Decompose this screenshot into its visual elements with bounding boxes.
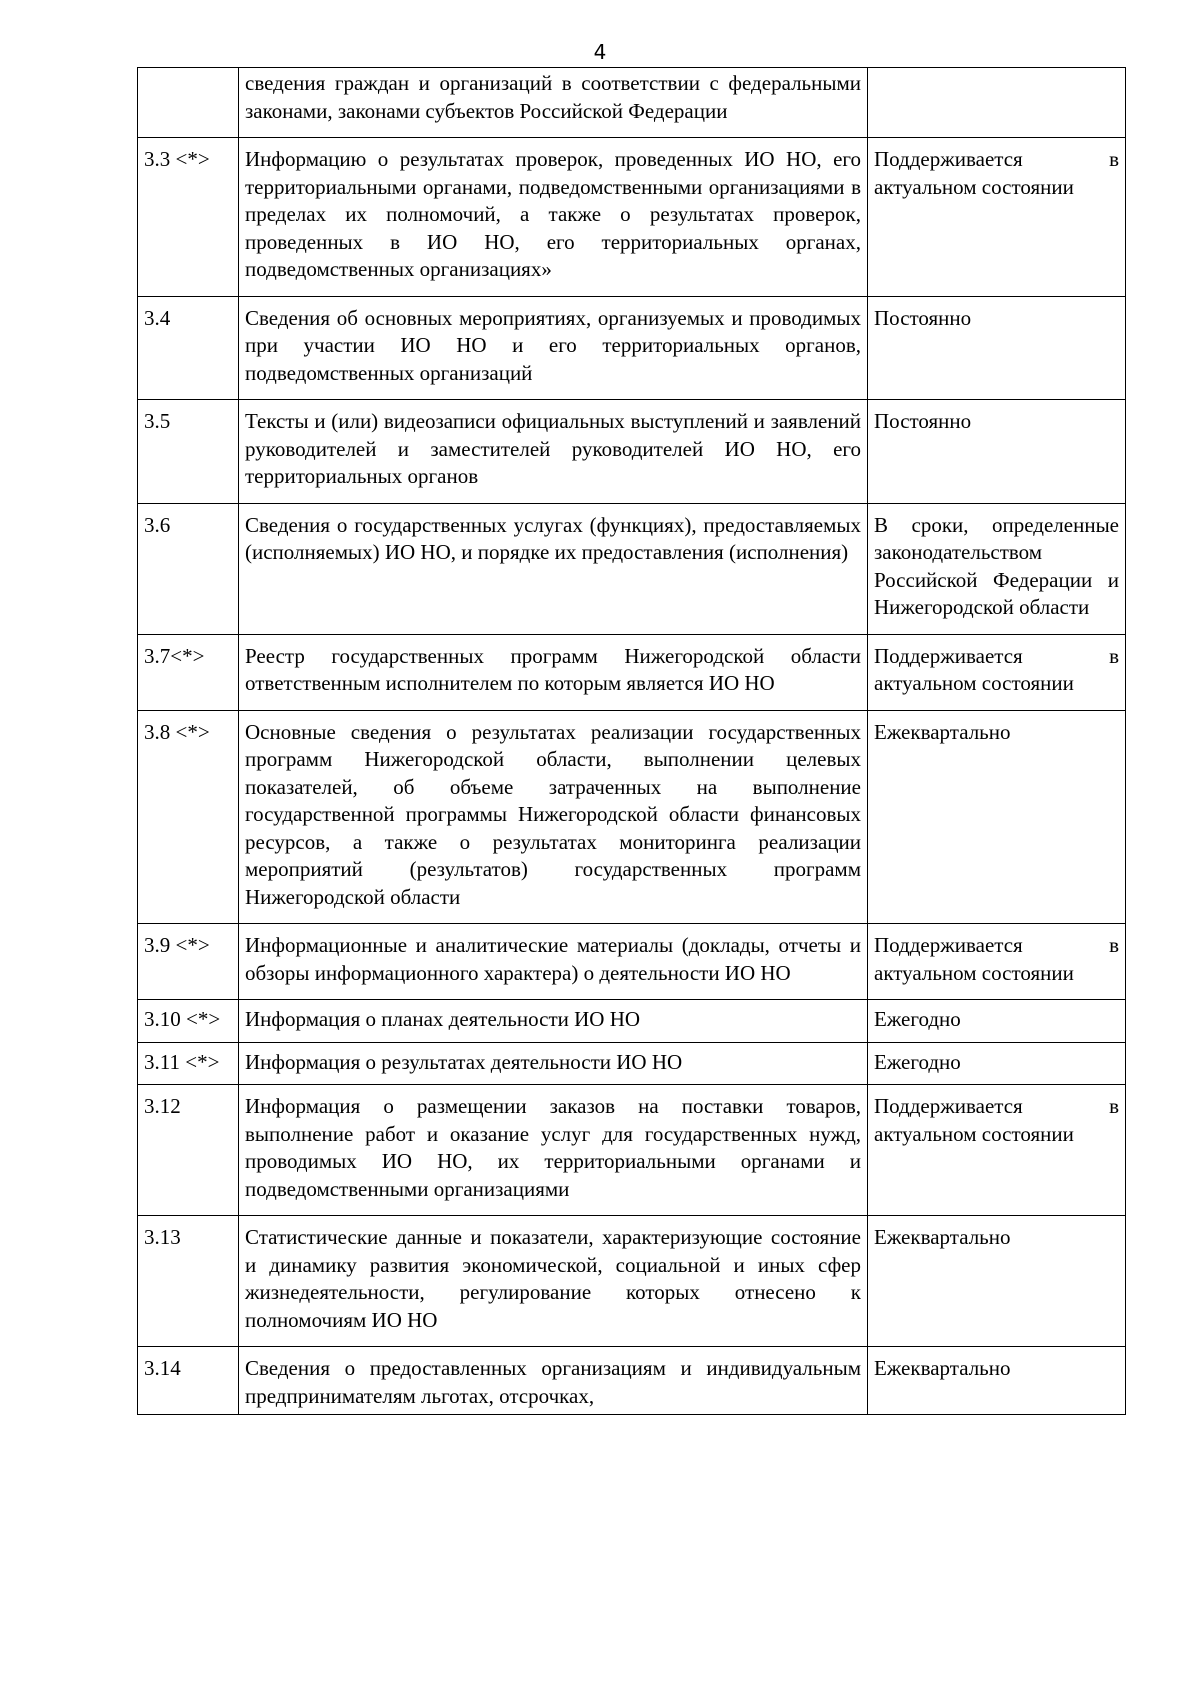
row-description: Сведения об основных мероприятиях, организуемых и проводимых при участии ИО НО и его территориальных органов, подведомственных организаций [239,296,868,400]
row-term: Ежегодно [868,1000,1126,1043]
table-row [138,1000,1126,1043]
table-row [138,296,1126,400]
table-row [138,1085,1126,1216]
row-number: 3.7<*> [138,634,239,710]
row-description: Статистические данные и показатели, характеризующие состояние и динамику развития экономической, социальной и иных сфер жизнедеятельности, регулирование которых отнесено к полномочиям ИО НО [239,1216,868,1347]
row-number: 3.11 <*> [138,1042,239,1085]
row-term: Ежеквартально [868,1216,1126,1347]
table-row [138,1216,1126,1347]
row-number: 3.13 [138,1216,239,1347]
row-term [868,68,1126,138]
row-number: 3.9 <*> [138,924,239,1000]
row-number: 3.3 <*> [138,138,239,297]
page-number: 4 [593,40,607,64]
row-description: Сведения о предоставленных организациям и индивидуальным предпринимателям льготах, отсрочках, [239,1347,868,1415]
row-description: Тексты и (или) видеозаписи официальных выступлений и заявлений руководителей и заместителей руководителей ИО НО, его территориальных органов [239,400,868,504]
row-description: Информацию о результатах проверок, проведенных ИО НО, его территориальными органами, подведомственными организациями в пределах их полномочий, а также о результатах проверок, проведенных в ИО НО, его территориальных органах, подведомственных организациях» [239,138,868,297]
row-term: Ежеквартально [868,1347,1126,1415]
row-number: 3.4 [138,296,239,400]
row-description: Информация о результатах деятельности ИО НО [239,1042,868,1085]
table-row [138,924,1126,1000]
row-number: 3.8 <*> [138,710,239,924]
row-number: 3.6 [138,503,239,634]
row-number [138,68,239,138]
row-description: Реестр государственных программ Нижегородской области ответственным исполнителем по которым является ИО НО [239,634,868,710]
row-number: 3.14 [138,1347,239,1415]
table-row [138,138,1126,297]
row-description: Информация о планах деятельности ИО НО [239,1000,868,1043]
row-description: Основные сведения о результатах реализации государственных программ Нижегородской области, выполнении целевых показателей, об объеме затраченных на выполнение государственной программы Нижегородской области финансовых ресурсов, а также о результатах мониторинга реализации мероприятий (результатов) государственных программ Нижегородской области [239,710,868,924]
table-row [138,503,1126,634]
row-description: Информация о размещении заказов на поставки товаров, выполнение работ и оказание услуг для государственных нужд, проводимых ИО НО, их территориальными органами и подведомственными организациями [239,1085,868,1216]
information-table [137,67,1126,1415]
row-term: Поддерживается в актуальном состоянии [868,924,1126,1000]
row-term: Постоянно [868,400,1126,504]
row-term: Постоянно [868,296,1126,400]
row-term: Поддерживается в актуальном состоянии [868,634,1126,710]
row-description: Сведения о государственных услугах (функциях), предоставляемых (исполняемых) ИО НО, и порядке их предоставления (исполнения) [239,503,868,634]
table-row [138,634,1126,710]
row-description: Информационные и аналитические материалы (доклады, отчеты и обзоры информационного характера) о деятельности ИО НО [239,924,868,1000]
table-row [138,68,1126,138]
row-number: 3.12 [138,1085,239,1216]
row-term: Поддерживается в актуальном состоянии [868,138,1126,297]
row-term: Ежеквартально [868,710,1126,924]
row-term: Поддерживается в актуальном состоянии [868,1085,1126,1216]
row-term: В сроки, определенные законодательством Российской Федерации и Нижегородской области [868,503,1126,634]
row-number: 3.5 [138,400,239,504]
table-row [138,400,1126,504]
row-description: сведения граждан и организаций в соответствии с федеральными законами, законами субъектов Российской Федерации [239,68,868,138]
table-row [138,710,1126,924]
row-term: Ежегодно [868,1042,1126,1085]
row-number: 3.10 <*> [138,1000,239,1043]
table-row [138,1042,1126,1085]
table-row [138,1347,1126,1415]
